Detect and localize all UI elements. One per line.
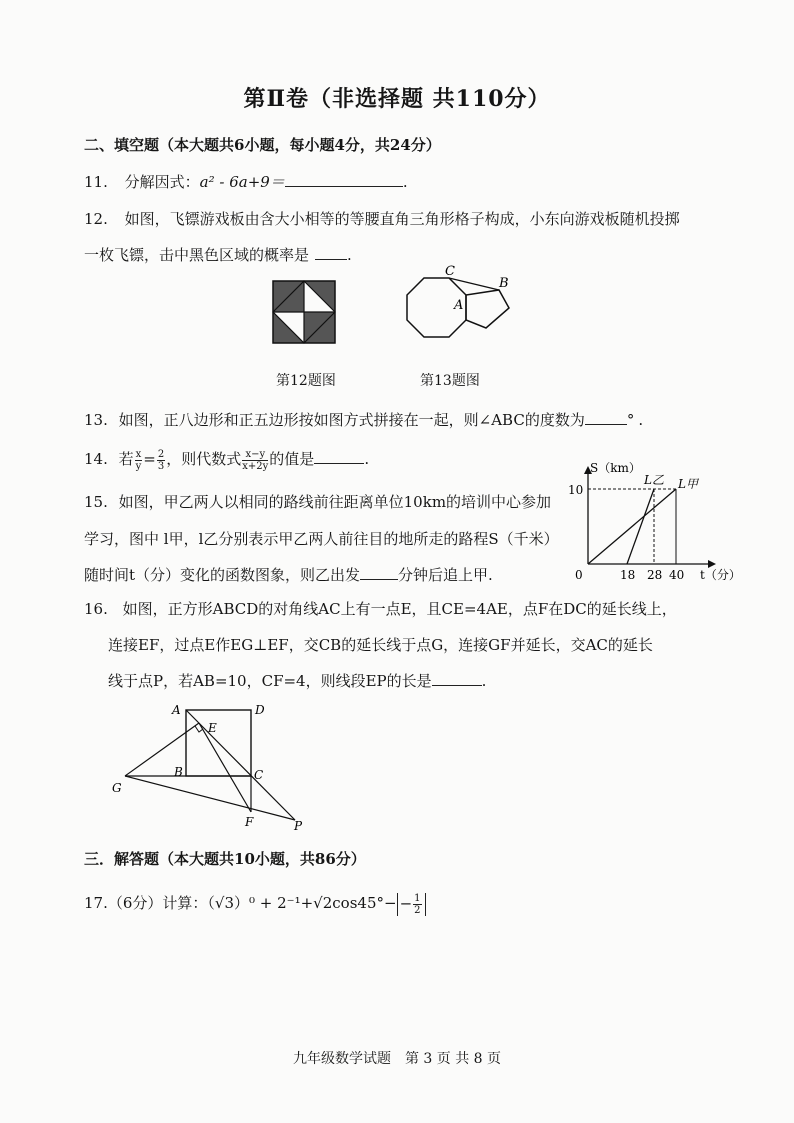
question-text: 如图，飞镖游戏板由含大小相等的等腰直角三角形格子构成，小东向游戏板随机投掷 <box>124 210 680 228</box>
line-l-jia <box>588 489 676 564</box>
question-11 <box>84 171 408 192</box>
series-label-l-jia: L甲 <box>678 477 698 491</box>
segment-gp <box>125 776 295 820</box>
fraction-denominator: 2 <box>414 904 421 916</box>
y-axis-label: S（km） <box>590 461 641 475</box>
question-17 <box>84 890 426 916</box>
period: . <box>638 411 644 429</box>
fraction-numerator: 1 <box>414 892 421 904</box>
x-axis-arrow-icon <box>708 560 716 568</box>
figure-16-square-geometry <box>108 700 308 836</box>
fraction-expression <box>242 449 268 472</box>
question-15-line2: 学习，图中 l甲，l乙分别表示甲乙两人前往目的地所走的路程S（千米） <box>84 530 559 548</box>
figure-12-caption: 第12题图 <box>276 373 336 389</box>
origin-label: 0 <box>575 568 583 582</box>
point-label-b: B <box>499 276 509 291</box>
question-text: （6分）计算： <box>107 894 208 912</box>
answer-blank <box>314 448 364 464</box>
point-label-d: D <box>255 703 265 717</box>
page-title: 第Ⅱ卷（非选择题 共110分） <box>243 86 551 112</box>
fraction-x-over-y <box>135 449 143 472</box>
question-13 <box>84 409 643 430</box>
math-expression: a² - 6a+9＝ <box>199 173 285 191</box>
equals-sign: = <box>143 450 156 468</box>
question-text: 的值是 <box>269 450 315 468</box>
figure-13-octagon-pentagon <box>396 262 516 350</box>
fraction-denominator: x+2y <box>242 460 269 472</box>
answer-blank <box>585 409 627 425</box>
answer-blank <box>432 670 482 686</box>
question-number: 11. <box>84 173 108 191</box>
figure-12-dartboard <box>272 280 336 344</box>
figure-15-distance-time-graph <box>568 458 744 586</box>
question-text: 如图，甲乙两人以相同的路线前往距离单位10km的培训中心参加 <box>118 493 552 511</box>
fraction-2-over-3 <box>157 449 165 472</box>
question-15-line3 <box>84 564 493 585</box>
fraction-1-over-2 <box>413 893 421 916</box>
answer-blank <box>360 564 398 580</box>
section-heading-solutions: 三．解答题（本大题共10小题，共86分） <box>84 850 366 868</box>
question-16-line2: 连接EF，过点E作EG⊥EF，交CB的延长线于点G，连接GF并延长，交AC的延长 <box>108 636 653 654</box>
x-axis-label: t（分） <box>700 568 741 582</box>
question-16-line3 <box>108 670 486 691</box>
question-text: 若 <box>118 450 134 468</box>
question-number: 16. <box>84 600 108 618</box>
period: . <box>402 173 408 191</box>
x-tick-28: 28 <box>647 568 663 582</box>
point-label-f: F <box>245 815 254 829</box>
period: . <box>347 246 352 264</box>
point-label-a: A <box>172 703 181 717</box>
fraction-numerator: x <box>135 448 142 460</box>
period: . <box>481 672 487 690</box>
absolute-value: − $\frac{1}{2}$ <box>397 893 426 916</box>
point-label-p: P <box>294 819 303 833</box>
question-16-line1 <box>84 598 677 619</box>
question-number: 14. <box>84 450 108 468</box>
point-label-c: C <box>254 768 264 782</box>
question-number: 15. <box>84 493 108 511</box>
question-text: 线于点P，若AB=10，CF=4，则线段EP的长是 <box>108 672 432 690</box>
question-text: 如图，正八边形和正五边形按如图方式拼接在一起，则∠ABC的度数为 <box>118 411 585 429</box>
page-footer: 九年级数学试题 第 3 页 共 8 页 <box>292 1051 502 1067</box>
fraction-denominator: y <box>135 460 142 472</box>
question-12-line2 <box>84 244 352 265</box>
fraction-denominator: 3 <box>157 460 165 472</box>
answer-blank <box>285 171 403 187</box>
question-text: 分钟后追上甲. <box>398 566 493 584</box>
degree-symbol: ° <box>626 411 635 429</box>
question-number: 12. <box>84 210 108 228</box>
point-label-a: A <box>454 298 464 313</box>
question-number: 13. <box>84 411 108 429</box>
point-label-e: E <box>208 721 217 735</box>
question-text: ，则代数式 <box>166 450 242 468</box>
x-tick-18: 18 <box>620 568 636 582</box>
x-tick-40: 40 <box>669 568 685 582</box>
point-label-g: G <box>112 781 122 795</box>
question-text: 一枚飞镖，击中黑色区域的概率是 <box>84 246 310 264</box>
segment-ge <box>125 723 199 776</box>
question-text: 随时间t（分）变化的函数图象，则乙出发 <box>84 566 361 584</box>
question-text: 分解因式： <box>124 173 200 191</box>
section-heading-fill-in: 二、填空题（本大题共6小题，每小题4分，共24分） <box>84 136 441 154</box>
figure-13-caption: 第13题图 <box>420 373 480 389</box>
point-label-b: B <box>174 765 183 779</box>
answer-blank <box>315 244 347 260</box>
fraction-numerator: x−y <box>242 449 268 461</box>
question-number: 17. <box>84 894 108 912</box>
y-tick-10: 10 <box>568 483 584 497</box>
question-14 <box>84 447 369 472</box>
series-label-l-yi: L乙 <box>644 473 664 487</box>
question-15-line1 <box>84 491 551 512</box>
period: . <box>364 450 370 468</box>
fraction-numerator: 2 <box>157 448 165 460</box>
diagonal-ac-extended <box>186 710 295 820</box>
math-expression: （√3）⁰ + 2⁻¹+√2cos45°− <box>207 894 397 912</box>
question-text: 如图，正方形ABCD的对角线AC上有一点E，且CE=4AE，点F在DC的延长线上， <box>122 600 677 618</box>
question-12-line1 <box>84 208 680 229</box>
point-label-c: C <box>445 264 455 279</box>
